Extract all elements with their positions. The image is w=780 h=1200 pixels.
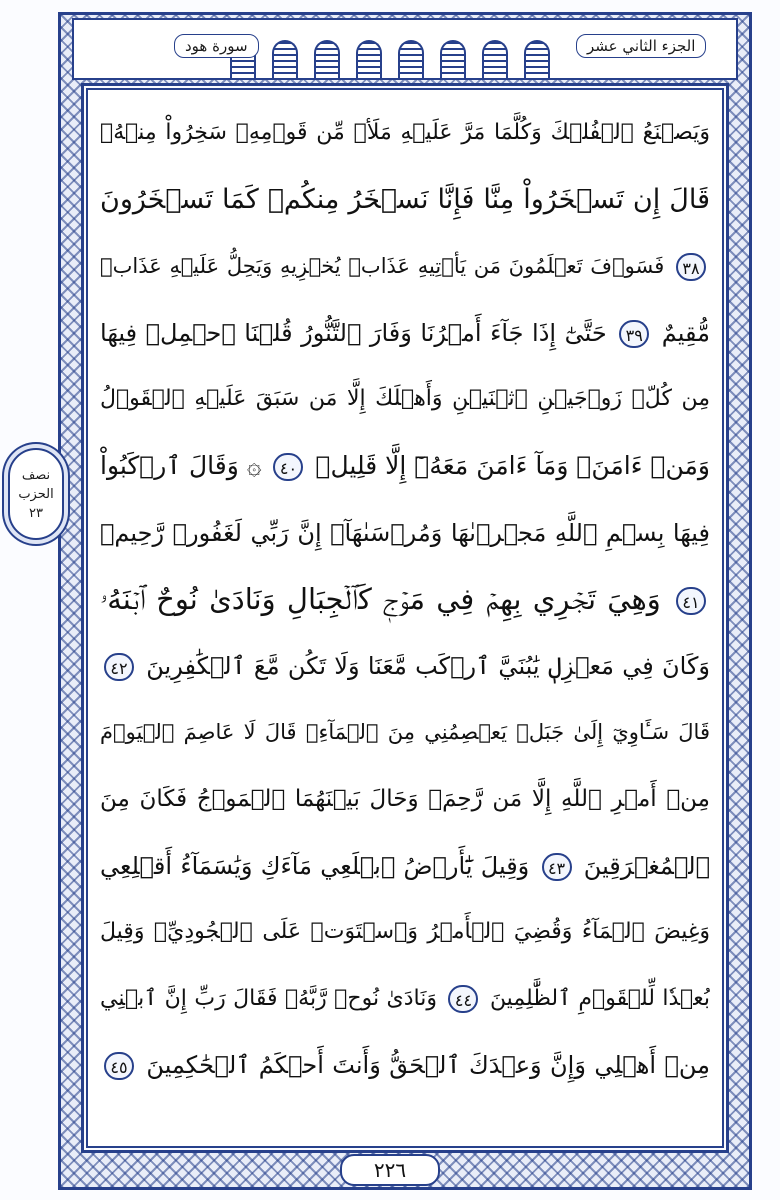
dome-ornament-icon [272,40,298,80]
verse-line [100,966,710,1032]
verse-text: وَقِيلَ يَٰٓأَرۡضُ ٱبۡلَعِي مَآءَكِ وَيَٰسَمَآءُ أَقۡلِعِي [100,851,530,880]
verse-text: مُّقِيمٌ [661,318,710,347]
verse-line [100,899,710,965]
verse-line [100,1032,710,1098]
header-ornament [230,18,550,80]
verse-text: مِنۡ أَهۡلِي وَإِنَّ وَعۡدَكَ ٱلۡحَقُّ وَأَنتَ أَحۡكَمُ ٱلۡحَٰكِمِينَ [146,1051,710,1080]
verse-text: فَسَوۡفَ تَعۡلَمُونَ مَن يَأۡتِيهِ عَذَابٞ يُخۡزِيهِ وَيَحِلُّ عَلَيۡهِ عَذَابٞ [100,254,665,279]
verse-line [100,566,710,632]
ayah-number-marker: ٣٩ [619,320,649,348]
ayah-number-marker: ٣٨ [676,253,706,281]
verse-text: قَالَ إِن تَسۡخَرُواْ مِنَّا فَإِنَّا نَسۡخَرُ مِنكُمۡ كَمَا تَسۡخَرُونَ [100,183,710,215]
verse-text: وَهِيَ تَجۡرِي بِهِمۡ فِي مَوۡجٖ كَٱلۡجِبَالِ وَنَادَىٰ نُوحٌ ٱبۡنَهُۥ [100,582,661,617]
verse-text: وَنَادَىٰ نُوحٞ رَّبَّهُۥ فَقَالَ رَبِّ إِنَّ ٱبۡنِي [100,985,437,1011]
verse-line [100,300,710,366]
verse-text: وَغِيضَ ٱلۡمَآءُ وَقُضِيَ ٱلۡأَمۡرُ وَٱسۡتَوَتۡ عَلَى ٱلۡجُودِيِّۖ وَقِيلَ [100,919,710,945]
verse-line [100,167,710,233]
verse-text: قَالَ سَـَٔاوِيٓ إِلَىٰ جَبَلٖ يَعۡصِمُنِي مِنَ ٱلۡمَآءِۚ قَالَ لَا عَاصِمَ ٱلۡيَوۡمَ [100,720,710,745]
dome-ornament-icon [524,40,550,80]
ayah-number-marker: ٤٥ [104,1052,134,1080]
dome-ornament-icon [482,40,508,80]
verse-text: بُعۡدٗا لِّلۡقَوۡمِ ٱلظَّٰلِمِينَ [489,985,710,1011]
hizb-marker-line: ٢٣ [29,505,43,521]
verse-text: ۞ وَقَالَ ٱرۡكَبُواْ [100,451,262,480]
verse-line [100,100,710,166]
ayah-number-marker: ٤١ [676,587,706,615]
verse-line [100,433,710,499]
dome-ornament-icon [440,40,466,80]
verse-text: وَمَنۡ ءَامَنَۚ وَمَآ ءَامَنَ مَعَهُۥٓ إِلَّا قَلِيلٞ [315,451,710,480]
ayah-number-marker: ٤٤ [448,985,478,1013]
page-number: ٢٢٦ [340,1154,440,1186]
ayah-number-marker: ٤٢ [104,653,134,681]
hizb-marker-line: نصف [21,467,51,483]
ayah-number-marker: ٤٠ [273,453,303,481]
verse-line [100,633,710,699]
verse-line [100,833,710,899]
verse-text: حَتَّىٰٓ إِذَا جَآءَ أَمۡرُنَا وَفَارَ ٱلتَّنُّورُ قُلۡنَا ٱحۡمِلۡ فِيهَا [100,318,607,347]
ayah-number-marker: ٤٣ [542,853,572,881]
quran-text [100,100,710,1100]
verse-line [100,500,710,566]
verse-text: وَكَانَ فِي مَعۡزِلٖ يَٰبُنَيَّ ٱرۡكَب مَّعَنَا وَلَا تَكُن مَّعَ ٱلۡكَٰفِرِينَ [146,651,710,680]
hizb-marker [8,448,64,540]
surah-label: سورة هود [174,34,259,58]
verse-line [100,699,710,765]
dome-ornament-icon [314,40,340,80]
juz-label: الجزء الثاني عشر [576,34,706,58]
verse-text: وَيَصۡنَعُ ٱلۡفُلۡكَ وَكُلَّمَا مَرَّ عَلَيۡهِ مَلَأٞ مِّن قَوۡمِهِۦ سَخِرُواْ مِنۡهُۚ [100,120,710,145]
hizb-marker-line: الحزب [18,486,54,502]
verse-text: مِنۡ أَمۡرِ ٱللَّهِ إِلَّا مَن رَّحِمَۚ وَحَالَ بَيۡنَهُمَا ٱلۡمَوۡجُ فَكَانَ مِنَ [100,786,710,812]
verse-line [100,366,710,432]
verse-text: فِيهَا بِسۡمِ ٱللَّهِ مَجۡرٜىٰهَا وَمُرۡسَىٰهَآۚ إِنَّ رَبِّي لَغَفُورٞ رَّحِيمٞ [100,518,710,547]
verse-text: مِن كُلّٖ زَوۡجَيۡنِ ٱثۡنَيۡنِ وَأَهۡلَكَ إِلَّا مَن سَبَقَ عَلَيۡهِ ٱلۡقَوۡلُ [100,386,710,412]
verse-line [100,233,710,299]
verse-text: ٱلۡمُغۡرَقِينَ [583,851,710,880]
dome-ornament-icon [398,40,424,80]
verse-line [100,766,710,832]
dome-ornament-icon [356,40,382,80]
